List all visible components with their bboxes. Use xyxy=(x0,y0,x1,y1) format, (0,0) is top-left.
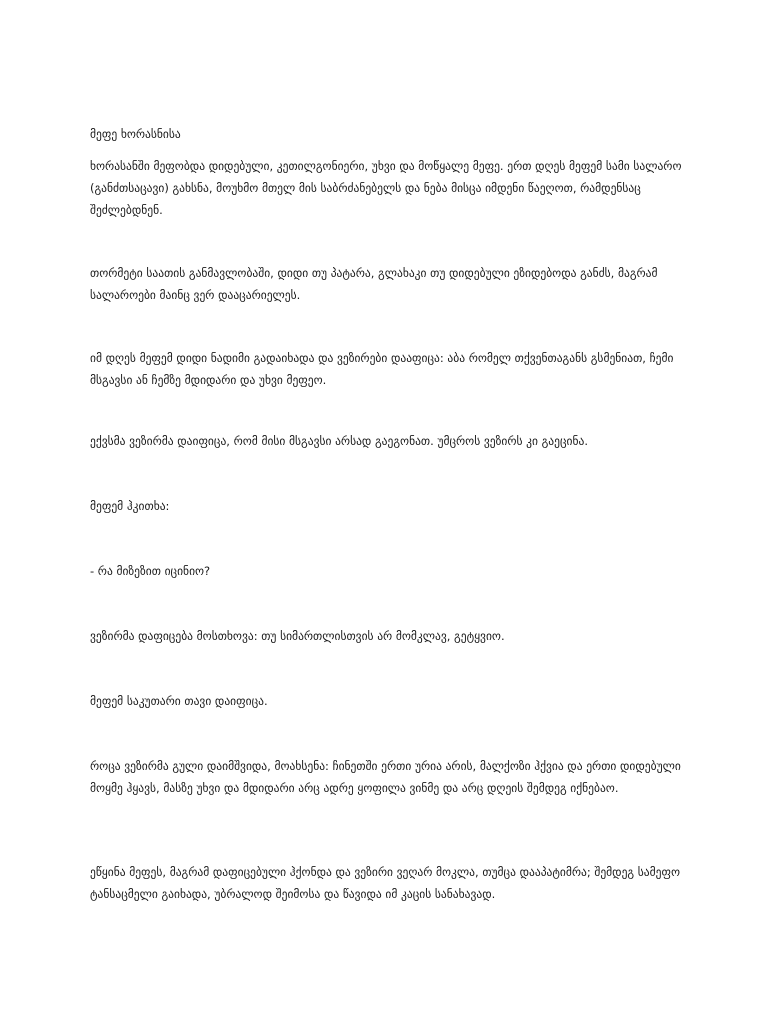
paragraph: როცა ვეზირმა გული დაიმშვიდა, მოახსენა: ჩინეთში ერთი ურია არის, მალქოზი ჰქვია და ერთი დიდებული მოყმე ჰყავს, მასზე უხვი და მდიდარი არც ადრე ყოფილა ვინმე და არც დღეის შემდეგ იქნებაო. xyxy=(90,759,681,795)
paragraph: ეწყინა მეფეს, მაგრამ დაფიცებული ჰქონდა და ვეზირი ვეღარ მოკლა, თუმცა დააპატიმრა; შემდეგ სამეფო ტანსაცმელი გაიხადა, უბრალოდ შეიმოსა და წავიდა იმ კაცის სანახავად. xyxy=(90,865,680,901)
paragraph: - რა მიზეზით იცინიო? xyxy=(90,564,211,578)
paragraph: იმ დღეს მეფემ დიდი ნადიმი გადაიხადა და ვეზირები დააფიცა: აბა რომელ თქვენთაგანს გსმენიათ, ჩემი მსგავსი ან ჩემზე მდიდარი და უხვი მეფეო. xyxy=(90,351,674,387)
paragraph: ვეზირმა დაფიცება მოსთხოვა: თუ სიმართლისთვის არ მომკლავ, გეტყვიო. xyxy=(90,629,505,643)
paragraph: ექვსმა ვეზირმა დაიფიცა, რომ მისი მსგავსი არსად გაეგონათ. უმცროს ვეზირს კი გაეცინა. xyxy=(90,434,589,448)
paragraph: მეფემ საკუთარი თავი დაიფიცა. xyxy=(90,694,268,708)
paragraph: თორმეტი საათის განმავლობაში, დიდი თუ პატარა, გლახაკი თუ დიდებული ეზიდებოდა განძს, მაგრამ სალაროები მაინც ვერ დააცარიელეს. xyxy=(90,266,658,302)
paragraph: ხორასანში მეფობდა დიდებული, კეთილგონიერი, უხვი და მოწყალე მეფე. ერთ დღეს მეფემ სამი სალარო (განძთსაცავი) გახსნა, მოუხმო მთელ მის საბრძანებელს და ნება მისცა იმდენი წაეღოთ, რამდენსაც შეძლებდნენ. xyxy=(90,159,682,217)
paragraph: მეფემ ჰკითხა: xyxy=(90,499,170,513)
document-title: მეფე ხორასნისა xyxy=(90,127,181,141)
